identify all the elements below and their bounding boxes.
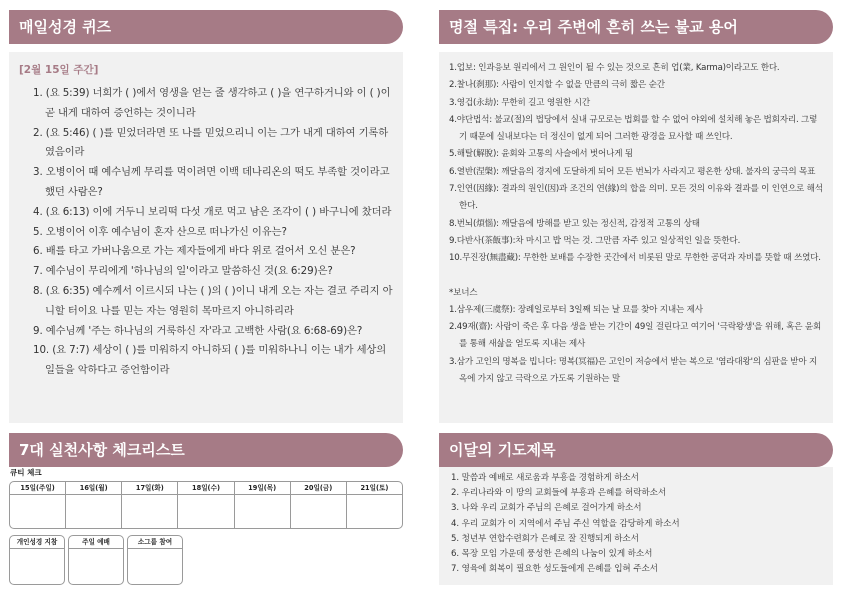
prayer-item: 1. 말씀과 예배로 새로움과 부흥을 경험하게 하소서 [451,473,639,483]
calendar-day-label: 21일(토) [347,482,402,495]
term-item: 8.번뇌(煩惱): 깨달음에 방해를 받고 있는 정신적, 감정적 고통의 상태 [449,218,700,229]
calendar-day-column [10,482,66,528]
quiz-question: 9. 예수님께 '주는 하나님의 거룩하신 자'라고 고백한 사람(요 6:68-69)은? [33,324,363,337]
calendar-day-label: 16일(월) [66,482,121,495]
bonus-item: 3.삼가 고인의 명복을 빕니다: 명복(冥福)은 고인이 저승에서 받는 복으로 '염라대왕'의 심판을 받아 지옥에 가지 않고 극락으로 가도록 기원하는 말 [449,356,818,385]
prayer-item: 7. 영육에 회복이 필요한 성도들에게 은혜를 입혀 주소서 [451,564,658,575]
bonus-title: *보너스 [449,287,478,298]
quiet-time-label: 큐티 체크 [10,468,42,477]
term-item: 2.찰나(刹那): 사람이 인지할 수 없을 만큼의 극히 짧은 순간 [449,80,665,91]
quiz-question: 4. (요 6:13) 이에 거두니 보리떡 다섯 개로 먹고 남은 조각이 ( ) 바구니에 찼더라 [33,205,392,218]
quiz-question: 5. 오병이어 이후 예수님이 혼자 산으로 떠나가신 이유는? [33,225,287,238]
check-cell[interactable] [122,495,177,528]
term-item: 9.다반사(茶飯事):차 마시고 밥 먹는 것. 그만큼 자주 있고 일상적인 일을 뜻한다. [449,235,741,246]
check-cell[interactable] [178,495,233,528]
check-cell[interactable] [235,495,290,528]
check-cell[interactable] [347,495,402,528]
term-item: 10.무진장(無盡藏): 무한한 보배를 수장한 곳간에서 비롯된 말로 무한한 공덕과 자비를 뜻할 때 쓰였다. [449,253,821,264]
terms-panel [439,52,833,423]
terms-header [439,10,833,44]
quiz-week-label: [2월 15일 주간] [19,64,99,76]
calendar-day-column [235,482,291,528]
quiz-header [9,10,403,44]
check-cell[interactable] [66,495,121,528]
calendar-day-label: 15일(주일) [10,482,65,495]
calendar-day-column [347,482,402,528]
quiz-question: 2. (요 5:46) ( )를 믿었더라면 또 나를 믿었으리니 이는 그가 내게 대하여 기록하였음이라 [33,126,389,159]
terms-title: 명절 특집: 우리 주변에 흔히 쓰는 불교 용어 [449,18,738,36]
quiz-question: 3. 오병이어 때 예수님께 무리를 먹이려면 이백 데나리온의 떡도 부족할 것이라고 했던 사람은? [33,166,390,198]
quiz-question-list [19,84,393,381]
quiz-question: 6. 배를 타고 가버나움으로 가는 제자들에게 바다 위로 걸어서 오신 분은? [33,245,356,258]
prayer-item: 3. 나와 우리 교회가 주님의 은혜로 걸어가게 하소서 [451,503,642,514]
calendar-day-column [66,482,122,528]
quiz-title: 매일성경 퀴즈 [19,18,112,36]
prayer-title: 이달의 기도제목 [449,441,556,459]
quiz-question: 1. (요 5:39) 너희가 ( )에서 영생을 얻는 줄 생각하고 ( )을 연구하거니와 이 ( )이 곧 내게 대하여 증언하는 것이니라 [33,87,391,119]
quiet-time-calendar [9,481,403,529]
prayer-panel [439,467,833,585]
term-item: 3.영겁(永劫): 무한히 길고 영원한 시간 [449,97,590,108]
term-item: 7.인연(因緣): 결과의 원인(因)과 조건의 연(緣)의 합을 의미. 모든 것의 이유와 결과를 이 인연으로 해석한다. [449,184,823,212]
calendar-day-column [291,482,347,528]
term-item: 5.해탈(解脫): 윤회와 고통의 사슬에서 벗어나게 됨 [449,149,633,160]
prayer-item: 2. 우리나라와 이 땅의 교회들에 부흥과 은혜를 허락하소서 [451,488,667,499]
prayer-item: 4. 우리 교회가 이 지역에서 주님 주신 역할을 감당하게 하소서 [451,518,680,529]
check-cell[interactable] [10,495,65,528]
quiz-panel [9,52,403,423]
extra-check-label: 주일 예배 [69,536,123,549]
checklist-header [9,433,403,467]
check-cell[interactable] [291,495,346,528]
bonus-item: 2.49재(齋): 사람이 죽은 후 다음 생을 받는 기간이 49일 걸린다고 여기어 '극락왕생'을 위해, 혹은 윤회를 통해 새삶을 얻도록 지내는 제사 [449,322,822,350]
calendar-day-label: 19일(목) [235,482,290,495]
quiz-question: 8. (요 6:35) 예수께서 이르시되 나는 ( )의 ( )이니 내게 오는 자는 결코 주리지 아니할 터이요 나를 믿는 자는 영원히 목마르지 아니하리라 [33,284,393,317]
calendar-day-label: 18일(수) [178,482,233,495]
bonus-item: 1.삼우제(三虞祭): 장례일로부터 3일째 되는 날 묘를 찾아 지내는 제사 [449,304,703,315]
prayer-item: 5. 청년부 연합수련회가 은혜로 잘 진행되게 하소서 [451,533,639,544]
prayer-header [439,433,833,467]
small-group-check-box[interactable] [127,535,183,585]
prayer-item: 6. 목장 모임 가운데 풍성한 은혜의 나눔이 있게 하소서 [451,549,653,560]
worship-check-box[interactable] [68,535,124,585]
calendar-day-column [178,482,234,528]
extra-check-label: 개인성경 지참 [10,536,64,549]
checklist-title: 7대 실천사항 체크리스트 [19,441,185,459]
quiz-question: 10. (요 7:7) 세상이 ( )를 미워하지 아니하되 ( )를 미워하나니 이는 내가 세상의 일들을 악하다고 증언함이라 [33,344,387,377]
bible-check-box[interactable] [9,535,65,585]
extra-check-label: 소그룹 참여 [128,536,182,549]
term-item: 4.야단법석: 불교(절)의 법당에서 실내 규모로는 법회를 할 수 없어 야외에 설치해 놓은 법회자리. 그렇기 때문에 실내보다는 더 정신이 없게 되어 그러한 광경을 묘사할 때 쓰인다. [449,114,818,143]
term-item: 1.업보: 인과응보 원리에서 그 원인이 될 수 있는 것으로 흔히 업(業, Karma)이라고도 한다. [449,63,780,73]
calendar-day-label: 20일(금) [291,482,346,495]
terms-spacer [449,268,825,285]
calendar-day-label: 17일(화) [122,482,177,495]
term-item: 6.열반(涅槃): 깨달음의 경지에 도달하게 되어 모든 번뇌가 사라지고 평온한 상태. 불자의 궁극의 목표 [449,166,816,177]
quiz-question: 7. 예수님이 무리에게 '하나님의 일'이라고 말씀하신 것(요 6:29)은? [33,265,333,278]
calendar-day-column [122,482,178,528]
